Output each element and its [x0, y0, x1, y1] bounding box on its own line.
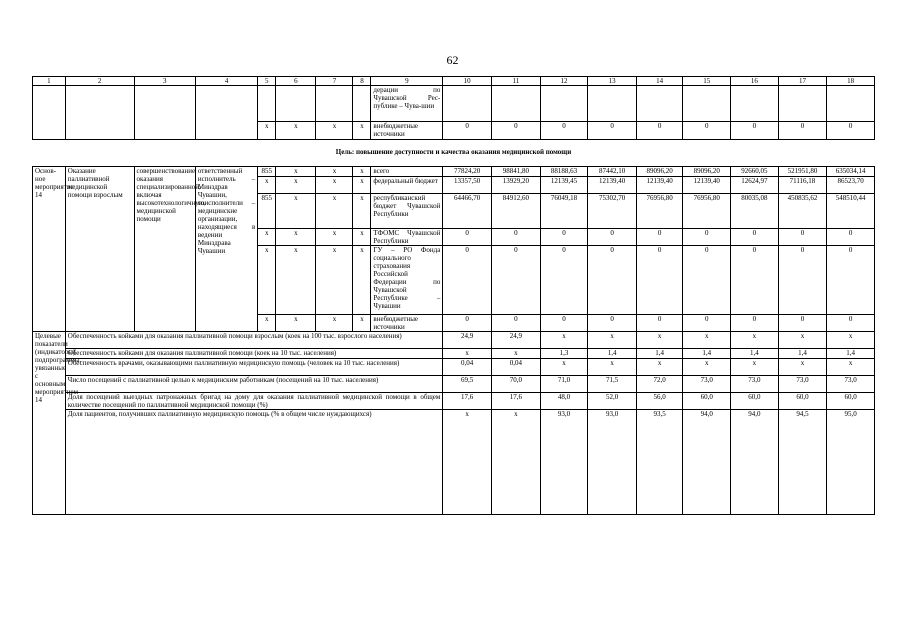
- code-cell: х: [276, 194, 316, 229]
- indicator-text: Число посещений с паллиативной целью к медицинским работникам (посещений на 10 тыс. населения): [65, 376, 443, 393]
- indicator-value: х: [443, 410, 492, 515]
- value-cell: 0: [443, 315, 492, 332]
- indicator-value: х: [778, 359, 827, 376]
- value-cell: 0: [588, 229, 637, 246]
- code-cell: [353, 86, 371, 122]
- indicator-value: х: [540, 359, 588, 376]
- value-cell: 0: [443, 229, 492, 246]
- value-cell: 0: [492, 246, 541, 315]
- funding-row: [33, 86, 875, 122]
- code-cell: х: [276, 315, 316, 332]
- indicator-value: 93,5: [636, 410, 683, 515]
- indicator-value: х: [731, 332, 779, 349]
- funding-source: федеральный бюджет: [371, 177, 443, 194]
- value-cell: 0: [778, 246, 827, 315]
- value-cell: 0: [731, 229, 779, 246]
- code-cell: х: [276, 177, 316, 194]
- event-executor: ответственный исполнитель – Минздрав Чувашии, соисполнители – медицинские организации, находящиеся в ведении Минздрава Чувашии: [195, 167, 257, 332]
- value-cell: 76956,80: [683, 194, 731, 229]
- value-cell: 548510,44: [827, 194, 875, 229]
- column-number: 3: [134, 77, 195, 86]
- indicator-value: 1,4: [588, 349, 637, 359]
- value-cell: 0: [636, 122, 683, 140]
- value-cell: [827, 86, 875, 122]
- indicator-value: х: [636, 332, 683, 349]
- indicator-value: 60,0: [683, 393, 731, 410]
- value-cell: 521951,80: [778, 167, 827, 177]
- value-cell: [492, 86, 541, 122]
- column-number: 11: [492, 77, 541, 86]
- indicator-value: х: [827, 332, 875, 349]
- column-number: 17: [778, 77, 827, 86]
- indicator-value: 0,04: [443, 359, 492, 376]
- value-cell: 0: [778, 122, 827, 140]
- empty-cell: [195, 86, 257, 140]
- indicator-value: 1,4: [636, 349, 683, 359]
- code-cell: х: [316, 122, 353, 140]
- indicator-value: 71,0: [540, 376, 588, 393]
- indicator-value: х: [683, 332, 731, 349]
- value-cell: 0: [588, 315, 637, 332]
- indicator-value: 60,0: [778, 393, 827, 410]
- column-number: 13: [588, 77, 637, 86]
- value-cell: 0: [778, 315, 827, 332]
- empty-cell: [134, 86, 195, 140]
- indicator-row: [33, 349, 875, 359]
- funding-source: дерации по Чувашской Рес-публике – Чува-шии: [371, 86, 443, 122]
- indicator-text: Доля посещений выездных патронажных бригад на дому для оказания паллиативной медицинской помощи в общем количестве посещений по паллиативной медицинской помощи (%): [65, 393, 443, 410]
- funding-source: ТФОМС Чувашской Республики: [371, 229, 443, 246]
- indicator-value: 95,0: [827, 410, 875, 515]
- code-cell: [276, 86, 316, 122]
- indicators-label: Целевые показатели (индикаторы) подпрограммы, увязанные с основным мероприятием 14: [33, 332, 66, 515]
- indicator-value: 71,5: [588, 376, 637, 393]
- value-cell: [731, 86, 779, 122]
- value-cell: 89096,20: [683, 167, 731, 177]
- value-cell: 635034,14: [827, 167, 875, 177]
- indicator-value: 93,0: [588, 410, 637, 515]
- indicator-value: 1,3: [540, 349, 588, 359]
- code-cell: х: [316, 177, 353, 194]
- column-number: 14: [636, 77, 683, 86]
- value-cell: [636, 86, 683, 122]
- indicator-value: 73,0: [827, 376, 875, 393]
- value-cell: 12139,45: [540, 177, 588, 194]
- value-cell: 76956,80: [636, 194, 683, 229]
- indicator-value: 94,5: [778, 410, 827, 515]
- indicator-value: х: [492, 410, 541, 515]
- indicator-value: 48,0: [540, 393, 588, 410]
- indicator-value: х: [588, 359, 637, 376]
- column-number: 12: [540, 77, 588, 86]
- column-number: 1: [33, 77, 66, 86]
- indicator-value: 69,5: [443, 376, 492, 393]
- value-cell: 0: [683, 229, 731, 246]
- code-cell: х: [258, 177, 276, 194]
- code-cell: х: [353, 246, 371, 315]
- column-number: 2: [65, 77, 134, 86]
- indicator-value: 60,0: [827, 393, 875, 410]
- value-cell: 0: [778, 229, 827, 246]
- goal-row: [33, 140, 875, 167]
- indicator-value: 73,0: [778, 376, 827, 393]
- empty-cell: [33, 86, 66, 140]
- value-cell: 0: [827, 315, 875, 332]
- indicator-value: х: [636, 359, 683, 376]
- column-number: 10: [443, 77, 492, 86]
- value-cell: 0: [683, 246, 731, 315]
- indicator-value: 24,9: [443, 332, 492, 349]
- indicator-row: [33, 359, 875, 376]
- indicator-value: х: [827, 359, 875, 376]
- funding-source: всего: [371, 167, 443, 177]
- code-cell: х: [258, 122, 276, 140]
- column-number: 16: [731, 77, 779, 86]
- code-cell: х: [353, 167, 371, 177]
- funding-source: республиканский бюджет Чувашской Республики: [371, 194, 443, 229]
- column-number: 6: [276, 77, 316, 86]
- code-cell: х: [316, 315, 353, 332]
- indicator-row: [33, 332, 875, 349]
- indicator-text: Обеспеченность врачами, оказывающими паллиативную медицинскую помощь (человек на 10 тыс. населения): [65, 359, 443, 376]
- indicator-value: 94,0: [731, 410, 779, 515]
- value-cell: 0: [731, 122, 779, 140]
- value-cell: 64466,70: [443, 194, 492, 229]
- indicator-value: х: [778, 332, 827, 349]
- column-number: 15: [683, 77, 731, 86]
- indicator-text: Доля пациентов, получивших паллиативную медицинскую помощь (% в общем числе нуждающихся): [65, 410, 443, 515]
- indicator-value: 1,4: [827, 349, 875, 359]
- code-cell: х: [353, 194, 371, 229]
- value-cell: 0: [731, 315, 779, 332]
- indicator-row: [33, 393, 875, 410]
- indicator-text: Обеспеченность койками для оказания паллиативной помощи взрослым (коек на 100 тыс. взрослого населения): [65, 332, 443, 349]
- indicator-value: 1,4: [731, 349, 779, 359]
- value-cell: 0: [636, 229, 683, 246]
- code-cell: [258, 86, 276, 122]
- indicator-row: [33, 376, 875, 393]
- value-cell: [540, 86, 588, 122]
- program-table: [32, 76, 875, 515]
- value-cell: 0: [636, 315, 683, 332]
- column-number: 9: [371, 77, 443, 86]
- code-cell: х: [316, 246, 353, 315]
- indicator-value: х: [731, 359, 779, 376]
- indicator-value: 73,0: [683, 376, 731, 393]
- code-cell: 855: [258, 194, 276, 229]
- value-cell: 0: [683, 315, 731, 332]
- code-cell: [316, 86, 353, 122]
- column-number: 7: [316, 77, 353, 86]
- indicator-row: [33, 410, 875, 515]
- value-cell: 88188,63: [540, 167, 588, 177]
- value-cell: 0: [827, 122, 875, 140]
- value-cell: 76049,18: [540, 194, 588, 229]
- value-cell: 0: [540, 246, 588, 315]
- indicator-value: 1,4: [778, 349, 827, 359]
- code-cell: х: [316, 167, 353, 177]
- value-cell: 92660,05: [731, 167, 779, 177]
- column-number: 5: [258, 77, 276, 86]
- indicator-value: х: [492, 349, 541, 359]
- value-cell: [683, 86, 731, 122]
- value-cell: 87442,10: [588, 167, 637, 177]
- value-cell: 450835,62: [778, 194, 827, 229]
- value-cell: 12624,97: [731, 177, 779, 194]
- indicator-value: х: [443, 349, 492, 359]
- code-cell: х: [353, 177, 371, 194]
- code-cell: х: [353, 315, 371, 332]
- column-number-row: [33, 77, 875, 86]
- value-cell: 13357,50: [443, 177, 492, 194]
- value-cell: 0: [731, 246, 779, 315]
- indicator-text: Обеспеченность койками для оказания паллиативной помощи (коек на 10 тыс. населения): [65, 349, 443, 359]
- column-number: 8: [353, 77, 371, 86]
- indicator-value: 60,0: [731, 393, 779, 410]
- value-cell: [443, 86, 492, 122]
- indicator-value: 73,0: [731, 376, 779, 393]
- value-cell: 0: [540, 122, 588, 140]
- value-cell: 77824,20: [443, 167, 492, 177]
- value-cell: 0: [683, 122, 731, 140]
- indicator-value: 17,6: [492, 393, 541, 410]
- value-cell: 12139,40: [588, 177, 637, 194]
- code-cell: х: [276, 167, 316, 177]
- event-row: [33, 167, 875, 177]
- value-cell: 0: [492, 122, 541, 140]
- event-goal: совершенствование оказания специализированной, включая высокотехнологичную, медицинской помощи: [134, 167, 195, 332]
- value-cell: 84912,60: [492, 194, 541, 229]
- indicator-value: 24,9: [492, 332, 541, 349]
- code-cell: х: [276, 229, 316, 246]
- indicator-value: 72,0: [636, 376, 683, 393]
- indicator-value: 0,04: [492, 359, 541, 376]
- value-cell: 86523,70: [827, 177, 875, 194]
- value-cell: 0: [443, 246, 492, 315]
- value-cell: 71116,18: [778, 177, 827, 194]
- value-cell: 0: [636, 246, 683, 315]
- funding-source: ГУ – РО Фонда социального страхования Российской Федерации по Чувашской Республике – Чувашии: [371, 246, 443, 315]
- column-number: 18: [827, 77, 875, 86]
- code-cell: х: [353, 229, 371, 246]
- funding-source: внебюджетные источники: [371, 122, 443, 140]
- indicator-value: х: [683, 359, 731, 376]
- indicator-value: 70,0: [492, 376, 541, 393]
- value-cell: [588, 86, 637, 122]
- page-number: 62: [446, 53, 459, 67]
- code-cell: х: [276, 246, 316, 315]
- code-cell: х: [276, 122, 316, 140]
- value-cell: 0: [540, 229, 588, 246]
- code-cell: х: [258, 246, 276, 315]
- value-cell: 89096,20: [636, 167, 683, 177]
- value-cell: 0: [492, 229, 541, 246]
- code-cell: х: [258, 315, 276, 332]
- code-cell: х: [316, 229, 353, 246]
- event-name: Оказание паллиативной медицинской помощи взрослым: [65, 167, 134, 332]
- value-cell: 12139,40: [683, 177, 731, 194]
- value-cell: 75302,70: [588, 194, 637, 229]
- indicator-value: 93,0: [540, 410, 588, 515]
- indicator-value: 52,0: [588, 393, 637, 410]
- value-cell: 98841,80: [492, 167, 541, 177]
- indicator-value: 17,6: [443, 393, 492, 410]
- code-cell: х: [258, 229, 276, 246]
- value-cell: 80035,08: [731, 194, 779, 229]
- event-number: Основ-ное мероприятие 14: [33, 167, 66, 332]
- empty-cell: [65, 86, 134, 140]
- value-cell: 0: [827, 229, 875, 246]
- column-number: 4: [195, 77, 257, 86]
- value-cell: 0: [443, 122, 492, 140]
- value-cell: 0: [588, 246, 637, 315]
- code-cell: х: [353, 122, 371, 140]
- indicator-value: 56,0: [636, 393, 683, 410]
- indicator-value: х: [588, 332, 637, 349]
- value-cell: 0: [540, 315, 588, 332]
- funding-source: внебюджетные источники: [371, 315, 443, 332]
- value-cell: 12139,40: [636, 177, 683, 194]
- code-cell: 855: [258, 167, 276, 177]
- goal-title: Цель: повышение доступности и качества оказания медицинской помощи: [33, 140, 875, 167]
- value-cell: 13929,20: [492, 177, 541, 194]
- indicator-value: 94,0: [683, 410, 731, 515]
- indicator-value: 1,4: [683, 349, 731, 359]
- value-cell: 0: [827, 246, 875, 315]
- value-cell: 0: [588, 122, 637, 140]
- value-cell: 0: [492, 315, 541, 332]
- indicator-value: х: [540, 332, 588, 349]
- value-cell: [778, 86, 827, 122]
- code-cell: х: [316, 194, 353, 229]
